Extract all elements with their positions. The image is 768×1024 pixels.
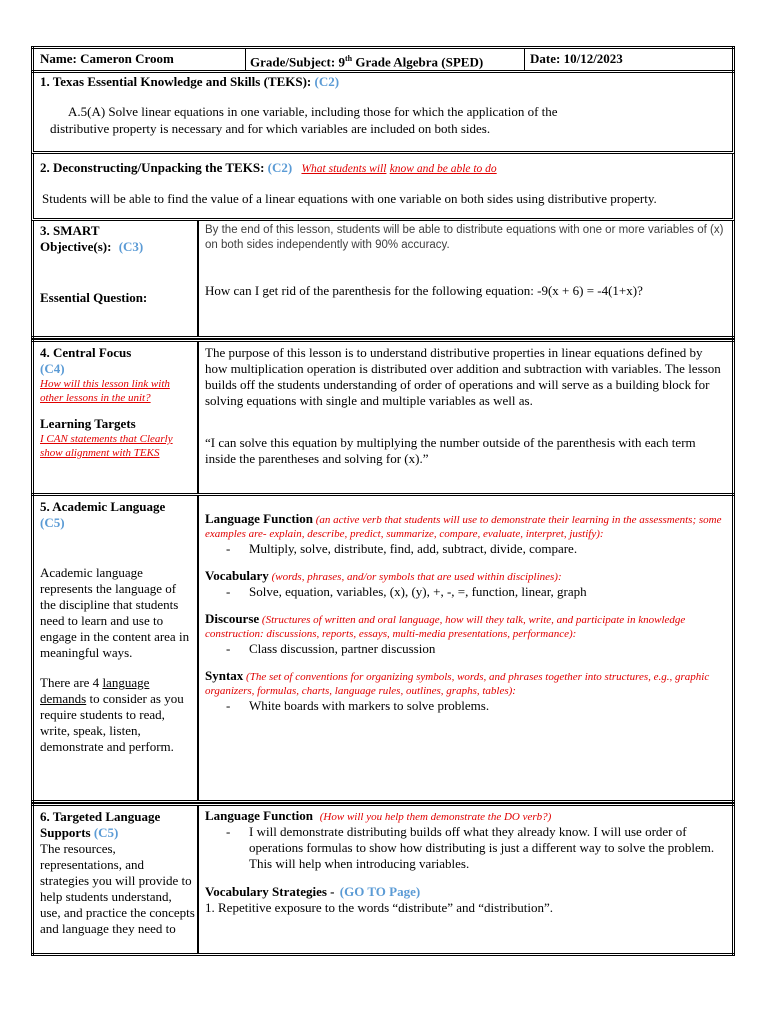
- supports-lf-hint: (How will you help them demonstrate the DO verb?): [319, 811, 552, 824]
- grade-sup: th: [344, 54, 353, 63]
- section-teks: [31, 73, 735, 154]
- supports-lf-title: Language Function: [205, 808, 313, 824]
- unpacking-hint-a: What students will: [301, 163, 387, 176]
- smart-right: [198, 221, 734, 337]
- teks-line1: A.5(A) Solve linear equations in one variable, including those for which the application of the: [68, 104, 558, 120]
- focus-code: (C4): [40, 360, 65, 376]
- unpacking-body: Students will be able to find the value of a linear equations with one variable on both sides using distributive property.: [42, 191, 657, 207]
- teks-title: 1. Texas Essential Knowledge and Skills (TEKS):: [40, 74, 312, 90]
- date-value: 10/12/2023: [563, 51, 623, 66]
- academic-left: [33, 496, 199, 802]
- section-academic-language: [31, 496, 735, 804]
- syntax-item: - White boards with markers to solve problems.: [205, 698, 726, 714]
- academic-code: (C5): [40, 514, 65, 530]
- supports-desc: The resources, representations, and strategies you will provide to help students understand, use, and practice the concepts and language they need to: [40, 841, 195, 937]
- supports-title: 6. Targeted Language Supports: [40, 809, 161, 841]
- learning-target-text: “I can solve this equation by multiplying the number outside of the parenthesis with each term inside the parentheses and solving for (x).”: [205, 434, 696, 466]
- voc-hint: (words, phrases, and/or symbols that are used within disciplines):: [271, 570, 562, 583]
- lesson-plan-document: [31, 46, 735, 956]
- supports-right: [198, 805, 734, 955]
- smart-code: (C3): [118, 239, 144, 255]
- demands-u: language demands: [40, 674, 150, 706]
- language-demands: [40, 661, 197, 755]
- focus-title: 4. Central Focus: [40, 344, 132, 360]
- demands-b: to consider as you require students to read, write, speak, listen, demonstrate and perform.: [40, 690, 184, 754]
- supports-code: (C5): [93, 825, 119, 841]
- voc-title: Vocabulary: [205, 567, 269, 583]
- vocab-strategies-link[interactable]: (GO TO Page): [339, 884, 421, 900]
- header-row: [31, 46, 735, 73]
- smart-left: [33, 221, 199, 337]
- essential-question-text: How can I get rid of the parenthesis for the following equation: -9(x + 6) = -4(1+x)?: [205, 283, 643, 299]
- section-central-focus: [31, 339, 735, 496]
- name-value: Cameron Croom: [80, 51, 174, 66]
- lf-hint: (an active verb that students will use to demonstrate their learning in the assessments; some examples are- explain, describe, predict, summarize, compare, evaluate, interpret, justify):: [205, 513, 722, 540]
- discourse-item: - Class discussion, partner discussion: [205, 641, 726, 657]
- name-cell: [33, 48, 246, 72]
- academic-right: [198, 496, 734, 802]
- lf-item: - Multiply, solve, distribute, find, add, subtract, divide, compare.: [205, 541, 726, 557]
- discourse-hint: (Structures of written and oral language, how will they talk, write, and participate in knowledge construction: discussions, reports, essays, multi-media presentations, performance):: [205, 613, 686, 640]
- central-focus-text: The purpose of this lesson is to understand distributive properties in linear equations defined by how multiplication operation is distributed over addition and subtraction with variables. The lesson builds off the students understanding of order of operations and will serve as a building block for solving equations with single and multiple variables as well as.: [205, 344, 721, 408]
- essential-question-label: Essential Question:: [40, 290, 148, 306]
- date-label: Date:: [530, 51, 561, 66]
- grade-label: Grade/Subject:: [250, 54, 336, 70]
- focus-right: [198, 340, 734, 494]
- vocab-strategies-title: Vocabulary Strategies -: [205, 884, 335, 900]
- smart-title-a: 3. SMART: [40, 223, 100, 239]
- unpacking-title: 2. Deconstructing/Unpacking the TEKS:: [40, 160, 265, 176]
- learning-targets-hint: I CAN statements that Clearly show alignment with TEKS: [40, 432, 173, 459]
- syntax-hint: (The set of conventions for organizing symbols, words, and phrases together into structures, e.g., graphic organizers, formulas, charts, language rules, outlines, graphs, tables):: [205, 670, 710, 697]
- academic-desc: Academic language represents the language of the discipline that students need to learn and use to engage in the content area in meaningful ways.: [40, 564, 190, 660]
- teks-line2: distributive property is necessary and for which variables are included on both sides.: [50, 121, 491, 137]
- academic-title: 5. Academic Language: [40, 498, 166, 514]
- section-unpacking: [31, 154, 735, 221]
- unpacking-hint-b: know and be able to do: [389, 163, 497, 176]
- focus-hint: How will this lesson link with other lessons in the unit?: [40, 377, 170, 404]
- grade-num: 9: [338, 54, 345, 70]
- unpacking-code: (C2): [267, 160, 293, 176]
- teks-code: (C2): [314, 74, 340, 90]
- demands-a: There are 4: [40, 674, 100, 690]
- smart-objective: By the end of this lesson, students will be able to distribute equations with one or more variables of (x) on both sides independently with 90% accuracy.: [205, 224, 724, 252]
- voc-item: - Solve, equation, variables, (x), (y), +, -, =, function, linear, graph: [205, 584, 726, 600]
- section-smart: [31, 221, 735, 339]
- grade-cell: [246, 48, 525, 72]
- focus-left: [33, 340, 199, 494]
- supports-left: [33, 805, 199, 955]
- learning-targets-title: Learning Targets: [40, 415, 136, 431]
- smart-title-b: Objective(s):: [40, 239, 112, 255]
- section-language-supports: [31, 803, 735, 956]
- grade-rest: Grade Algebra (SPED): [355, 54, 484, 70]
- syntax-title: Syntax: [205, 667, 244, 683]
- name-label: Name:: [40, 51, 77, 66]
- supports-lf-item: - I will demonstrate distributing builds off what they already know. I will use order of operations formulas to show how distributing is just a different way to solve the problem. This will help when introducing variables.: [205, 824, 726, 872]
- vocab-strategies-item: 1. Repetitive exposure to the words “distribute” and “distribution”.: [205, 900, 554, 916]
- discourse-title: Discourse: [205, 610, 260, 626]
- date-cell: [525, 48, 734, 72]
- lf-title: Language Function: [205, 510, 313, 526]
